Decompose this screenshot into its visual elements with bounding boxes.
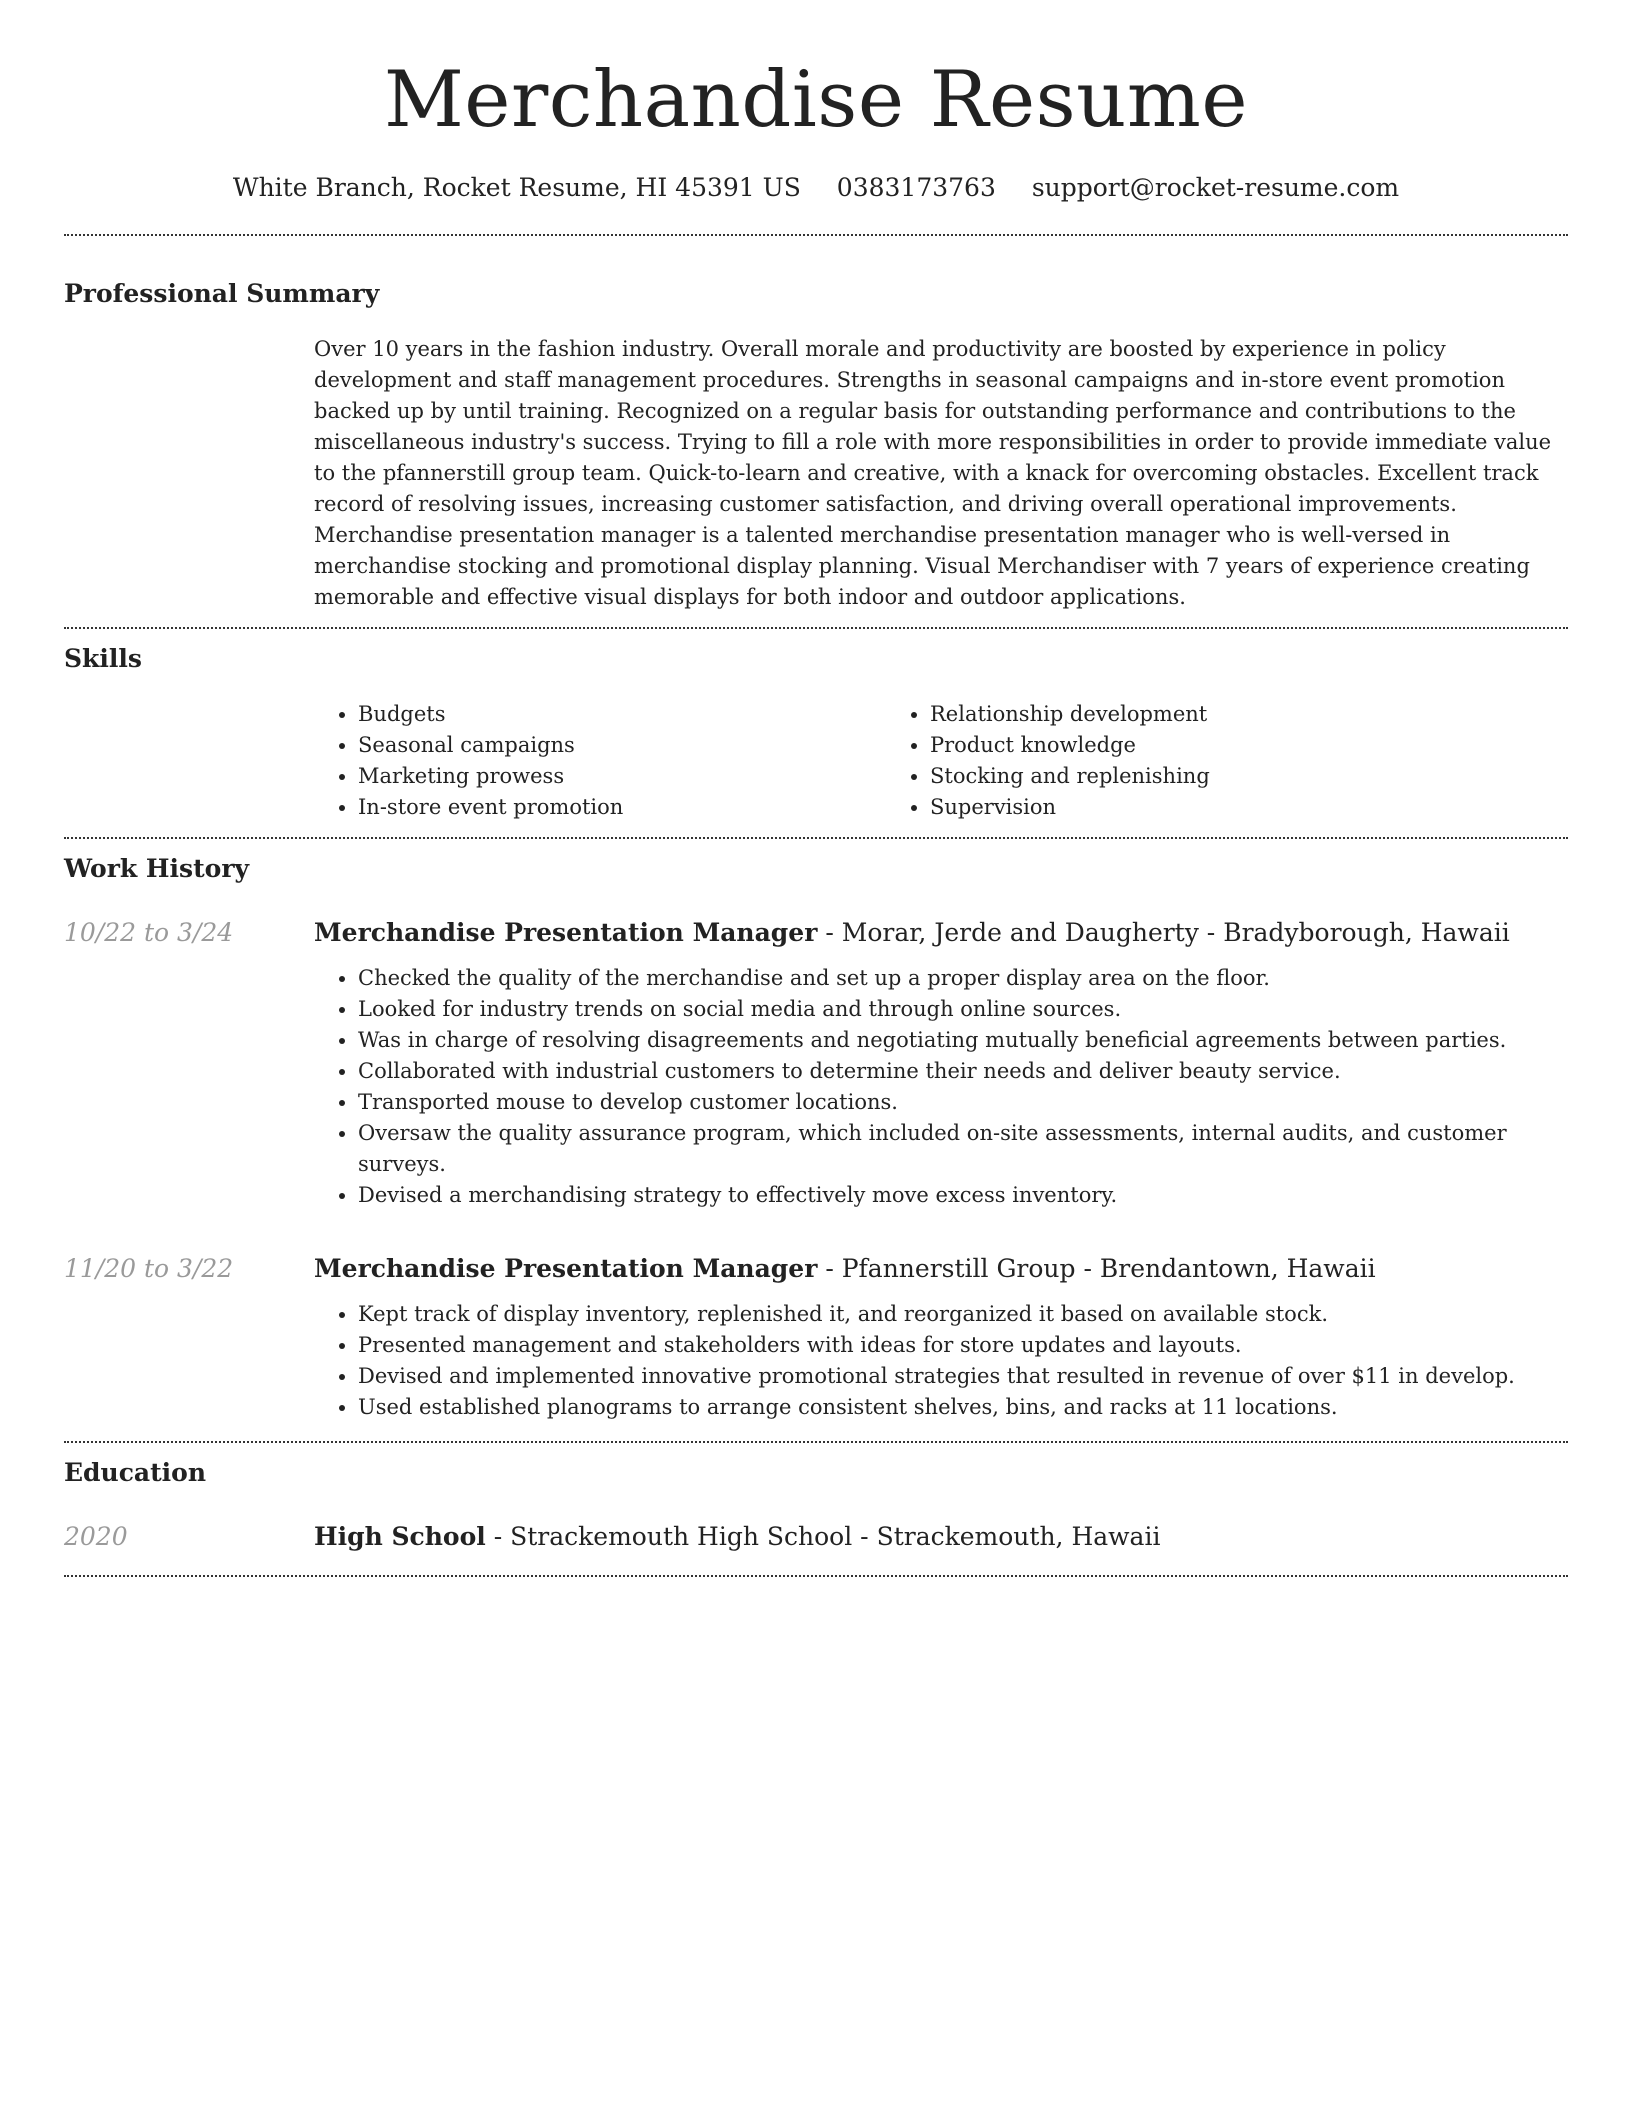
job-employer-location: - Morar, Jerde and Daugherty - Bradyborough, Hawaii <box>817 918 1510 947</box>
contact-email: support@rocket-resume.com <box>1031 173 1400 202</box>
divider <box>64 1441 1568 1443</box>
job-dates: 11/20 to 3/22 <box>64 1254 234 1283</box>
skill-item: • Stocking and replenishing <box>930 761 1458 792</box>
job-bullet: • Kept track of display inventory, replenished it, and reorganized it based on available stock. <box>358 1299 1568 1330</box>
education-title <box>314 1519 1568 1555</box>
skill-item: • Product knowledge <box>930 730 1458 761</box>
skill-item: • Budgets <box>358 699 886 730</box>
job-bullet: • Presented management and stakeholders with ideas for store updates and layouts. <box>358 1330 1568 1361</box>
summary-section <box>64 276 1568 613</box>
skills-column-right <box>886 699 1458 823</box>
job-details <box>314 915 1568 1211</box>
divider <box>64 627 1568 629</box>
divider <box>64 837 1568 839</box>
job-bullet: • Looked for industry trends on social media and through online sources. <box>358 994 1568 1025</box>
education-school-location: - Strackemouth High School - Strackemouth, Hawaii <box>485 1522 1161 1551</box>
job-title <box>314 915 1568 951</box>
contact-phone: 0383173763 <box>836 173 996 202</box>
skills-column-left <box>314 699 886 823</box>
skill-item: • In-store event promotion <box>358 792 886 823</box>
spacer <box>64 1423 1568 1441</box>
job-bullets <box>314 1299 1568 1423</box>
job-employer-location: - Pfannerstill Group - Brendantown, Hawaii <box>817 1254 1376 1283</box>
section-title-summary: Professional Summary <box>64 279 380 308</box>
job-bullet: • Devised and implemented innovative promotional strategies that resulted in revenue of over $11 in develop. <box>358 1361 1568 1392</box>
section-title-education: Education <box>64 1458 207 1487</box>
job-entry <box>64 915 1568 1211</box>
skills-list <box>314 699 1568 823</box>
education-section <box>64 1455 1568 1555</box>
divider <box>64 1575 1568 1577</box>
section-title-skills: Skills <box>64 644 142 673</box>
job-dates: 10/22 to 3/24 <box>64 918 234 947</box>
job-bullet: • Was in charge of resolving disagreements and negotiating mutually beneficial agreements between parties. <box>358 1025 1568 1056</box>
skill-item: • Relationship development <box>930 699 1458 730</box>
work-history-section <box>64 851 1568 1441</box>
section-title-work-history: Work History <box>64 854 250 883</box>
job-title <box>314 1251 1568 1287</box>
contact-line <box>64 168 1568 208</box>
job-bullet: • Devised a merchandising strategy to effectively move excess inventory. <box>358 1180 1568 1211</box>
candidate-name: Merchandise Resume <box>383 55 1249 145</box>
education-degree: High School <box>314 1522 486 1551</box>
job-bullet: • Collaborated with industrial customers to determine their needs and deliver beauty service. <box>358 1056 1568 1087</box>
education-entry <box>64 1519 1568 1555</box>
resume-header <box>64 0 1568 208</box>
skills-section <box>64 641 1568 823</box>
education-dates: 2020 <box>64 1522 128 1551</box>
job-entry <box>64 1251 1568 1423</box>
job-bullet: • Oversaw the quality assurance program, which included on-site assessments, internal audits, and customer surveys. <box>358 1118 1568 1180</box>
summary-text: Over 10 years in the fashion industry. Overall morale and productivity are boosted by experience in policy development and staff management procedures. Strengths in seasonal campaigns and in-store event promotion backed up by until training. Recognized on a regular basis for outstanding performance and contributions to the miscellaneous industry's success. Trying to fill a role with more responsibilities in order to provide immediate value to the pfannerstill group team. Quick-to-learn and creative, with a knack for overcoming obstacles. Excellent track record of resolving issues, increasing customer satisfaction, and driving overall operational improvements. Merchandise presentation manager is a talented merchandise presentation manager who is well-versed in merchandise stocking and promotional display planning. Visual Merchandiser with 7 years of experience creating memorable and effective visual displays for both indoor and outdoor applications. <box>314 337 1552 609</box>
job-bullet: • Used established planograms to arrange consistent shelves, bins, and racks at 11 locations. <box>358 1392 1568 1423</box>
job-details <box>314 1251 1568 1423</box>
contact-address: White Branch, Rocket Resume, HI 45391 US <box>232 173 801 202</box>
skill-item: • Supervision <box>930 792 1458 823</box>
job-role: Merchandise Presentation Manager <box>314 1254 818 1283</box>
job-bullet: • Transported mouse to develop customer locations. <box>358 1087 1568 1118</box>
skill-item: • Seasonal campaigns <box>358 730 886 761</box>
skill-item: • Marketing prowess <box>358 761 886 792</box>
job-bullet: • Checked the quality of the merchandise and set up a proper display area on the floor. <box>358 963 1568 994</box>
divider <box>64 234 1568 236</box>
job-role: Merchandise Presentation Manager <box>314 918 818 947</box>
education-details <box>314 1519 1568 1555</box>
job-bullets <box>314 963 1568 1211</box>
